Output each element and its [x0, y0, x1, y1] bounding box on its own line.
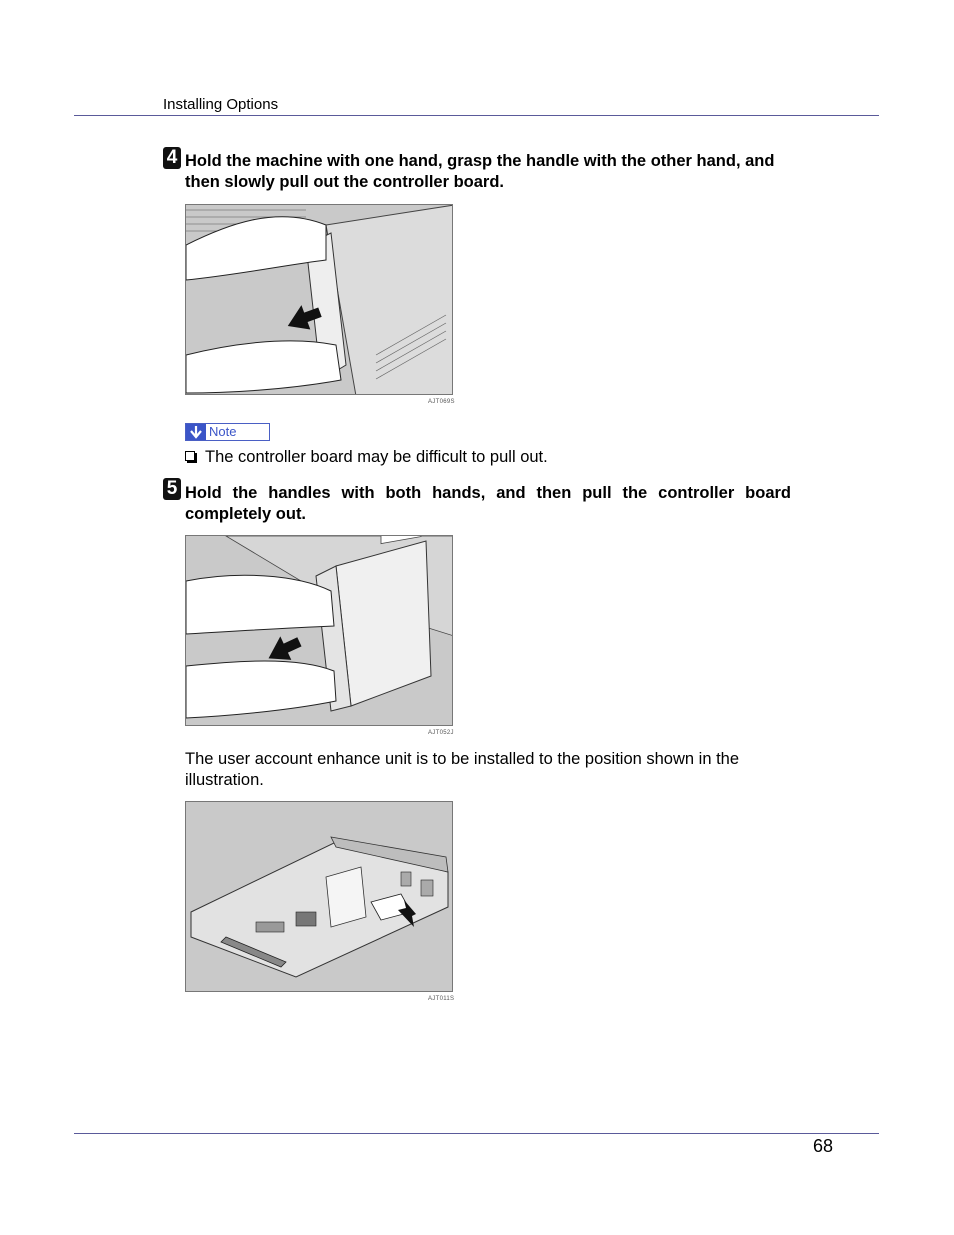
figure-code: AJT011S	[428, 996, 455, 1002]
header-rule	[74, 115, 879, 116]
figure-code: AJT052J	[428, 730, 454, 736]
note-header	[185, 423, 270, 441]
down-arrow-icon	[186, 424, 206, 440]
hands-pulling-controller-board-illustration	[186, 205, 453, 395]
hands-removing-controller-board-illustration	[186, 536, 453, 726]
page-number: 68	[813, 1136, 834, 1156]
step-number-badge: 4	[163, 147, 181, 169]
note-label: Note	[209, 424, 237, 439]
note-item	[185, 447, 548, 467]
figure-remove-board	[185, 535, 453, 726]
figure-controller-board	[185, 801, 453, 992]
figure-pull-out-board	[185, 204, 453, 395]
footer-rule	[74, 1133, 879, 1134]
controller-board-illustration	[186, 802, 453, 992]
step-number-badge: 5	[163, 478, 181, 500]
body-paragraph: The user account enhance unit is to be installed to the position shown in the illustration.	[185, 750, 740, 789]
note-item-text: The controller board may be difficult to pull out.	[205, 448, 548, 466]
step-4-instruction: Hold the machine with one hand, grasp the handle with the other hand, and then slowly pull out the controller board.	[185, 152, 775, 191]
step-5-instruction: Hold the handles with both hands, and then pull the controller board completely out.	[185, 484, 791, 523]
figure-code: AJT069S	[428, 399, 455, 405]
running-header: Installing Options	[163, 96, 279, 113]
checkbox-bullet-icon	[185, 451, 195, 461]
